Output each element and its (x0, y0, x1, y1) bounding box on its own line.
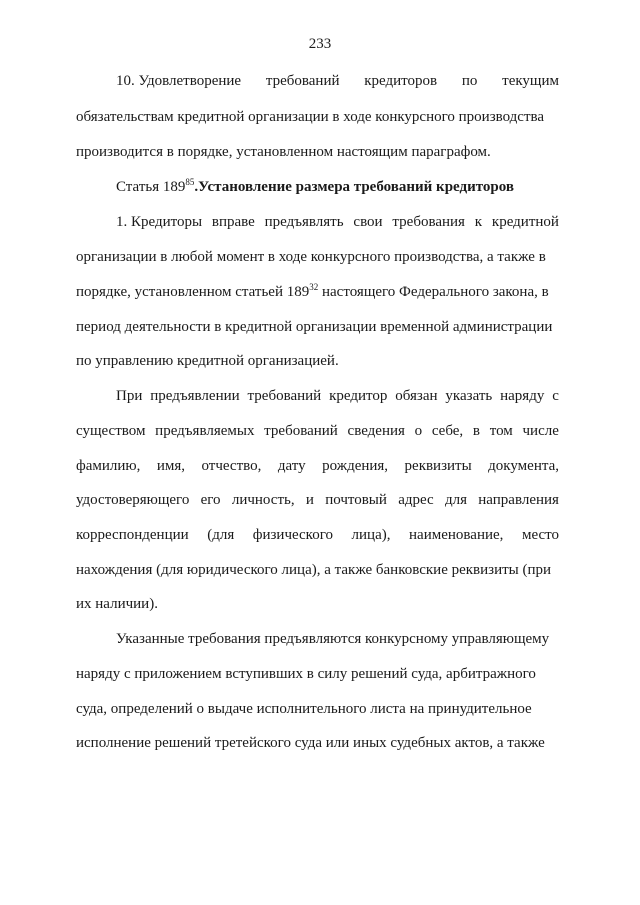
word: (для (207, 527, 235, 543)
word: фамилию, (76, 458, 141, 474)
p3-line-1: Указанные требования предъявляются конкурсному управляющему (116, 631, 550, 647)
article-heading-title: .Установление размера требований кредиторов (194, 179, 514, 195)
word: наименование, (409, 527, 504, 543)
article-heading (116, 178, 559, 196)
word: с (552, 388, 559, 404)
word: текущим (502, 73, 559, 89)
word: вправе (211, 214, 255, 230)
word: наряду (500, 388, 545, 404)
p1-line-5: по управлению кредитной организацией. (76, 353, 339, 369)
p3-line-2: наряду с приложением вступивших в силу решений суда, арбитражного (76, 666, 536, 682)
word: о (414, 423, 423, 439)
p10-line-2: обязательствам кредитной организации в ходе конкурсного производства (76, 109, 545, 125)
word: себе, (431, 423, 464, 439)
word: по (461, 73, 478, 89)
word: предъявляемых (155, 423, 255, 439)
p1-line-3-b: настоящего Федерального закона, в (318, 284, 549, 300)
word: предъявлять (264, 214, 344, 230)
word: существом (76, 423, 146, 439)
word: адрес (398, 492, 434, 508)
word: свои (353, 214, 383, 230)
word: для (444, 492, 467, 508)
word: кредитной (491, 214, 559, 230)
page-number: 233 (308, 36, 332, 52)
p2-line-4 (76, 491, 559, 509)
word: и (305, 492, 314, 508)
word: кредиторов (364, 73, 438, 89)
word: отчество, (201, 458, 262, 474)
word: физического (252, 527, 333, 543)
word: в (472, 423, 480, 439)
p3-line-4: исполнение решений третейского суда или иных судебных актов, а также (76, 735, 545, 751)
p10-line-3: производится в порядке, установленном настоящим параграфом. (76, 144, 491, 160)
word: имя, (156, 458, 186, 474)
word: 1. Кредиторы (116, 214, 203, 230)
p1-line-2: организации в любой момент в ходе конкурсного производства, а также в (76, 249, 546, 265)
word: реквизиты (404, 458, 472, 474)
word: направления (478, 492, 559, 508)
p2-line-6: нахождения (для юридического лица), а также банковские реквизиты (при (76, 562, 552, 578)
p1-line-1 (116, 213, 559, 231)
word: личность, (231, 492, 295, 508)
p3-line-3: суда, определений о выдаче исполнительного листа на принудительное (76, 701, 532, 717)
word: том (489, 423, 513, 439)
word: предъявлении (150, 388, 240, 404)
word: его (200, 492, 221, 508)
word: лица), (351, 527, 391, 543)
word: удостоверяющего (76, 492, 190, 508)
word: требований (265, 73, 340, 89)
p2-line-7: их наличии). (76, 596, 158, 612)
word: числе (522, 423, 559, 439)
word: При (116, 388, 143, 404)
word: к (474, 214, 483, 230)
article-heading-superscript: 85 (185, 177, 195, 187)
p1-line-4: период деятельности в кредитной организации временной администрации (76, 319, 553, 335)
word: требований (247, 388, 322, 404)
word: корреспонденции (76, 527, 189, 543)
word: документа, (488, 458, 559, 474)
article-heading-prefix: Статья 189 (116, 179, 186, 195)
word: место (521, 527, 559, 543)
word: дату (277, 458, 306, 474)
word: сведения (347, 423, 405, 439)
word: требований (264, 423, 338, 439)
p2-line-1 (116, 387, 559, 405)
word: требования (392, 214, 465, 230)
p1-line-3 (76, 283, 559, 301)
word: обязан (395, 388, 438, 404)
p10-line-1 (116, 72, 559, 90)
p2-line-3 (76, 457, 559, 475)
word: почтовый (325, 492, 387, 508)
article-ref-superscript: 32 (309, 282, 319, 292)
word: рождения, (322, 458, 389, 474)
p1-line-3-a: порядке, установленном статьей 189 (76, 284, 310, 300)
p2-line-5 (76, 526, 559, 544)
word: указать (445, 388, 493, 404)
word: кредитор (329, 388, 388, 404)
p2-line-2 (76, 422, 559, 440)
word: 10. Удовлетворение (116, 73, 242, 89)
